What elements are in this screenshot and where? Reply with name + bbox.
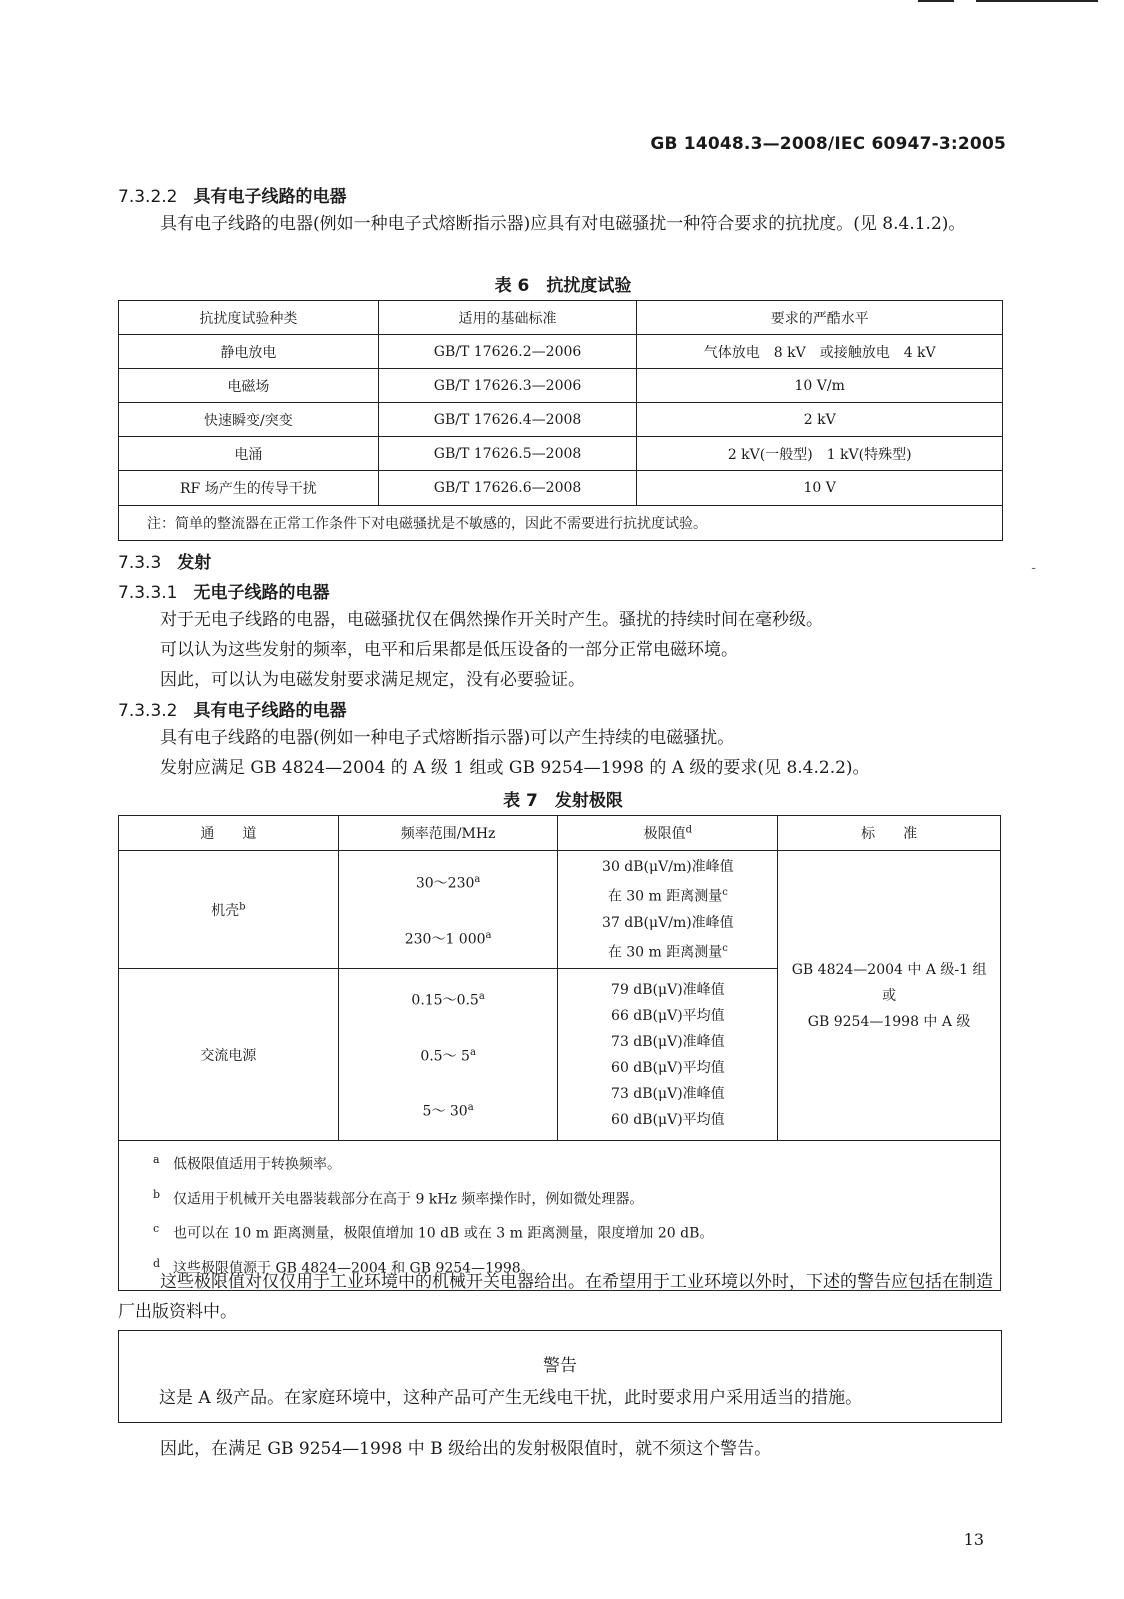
header-cell: 通 道 <box>119 816 339 851</box>
limit-line <box>558 910 777 936</box>
header-cell: 标 准 <box>778 816 1001 851</box>
table-cell: 2 kV(一般型) 1 kV(特殊型) <box>637 437 1003 471</box>
standard-number: GB 14048.3—2008/IEC 60947-3:2005 <box>650 134 1006 154</box>
section-number: 7.3.3 <box>118 553 162 573</box>
freq-text: 30～230 <box>415 875 475 892</box>
limit-line <box>558 880 777 910</box>
footnote <box>153 1180 1000 1215</box>
table-row-enclosure <box>119 851 1001 969</box>
footnote-mark: b <box>153 1187 161 1201</box>
limit-line <box>558 936 777 966</box>
limit-text: 在 30 m 距离测量 <box>607 888 723 905</box>
footnote-text: 仅适用于机械开关电器装载部分在高于 9 kHz 频率操作时，例如微处理器。 <box>173 1191 644 1208</box>
section-number: 7.3.3.2 <box>118 701 178 721</box>
table-note-row <box>119 506 1003 541</box>
page-number: 13 <box>963 1530 984 1549</box>
table-cell: GB/T 17626.5—2008 <box>378 437 637 471</box>
freq-range <box>339 867 558 897</box>
table-cell: GB/T 17626.6—2008 <box>378 471 637 506</box>
section-7322-paragraph: 具有电子线路的电器(例如一种电子式熔断指示器)应具有对电磁骚扰一种符合要求的抗扰度。(见 8.4.1.2)。 <box>160 214 966 234</box>
freq-text: 0.15～0.5 <box>411 992 479 1009</box>
section-7322-heading <box>118 182 346 207</box>
table-row <box>119 471 1003 506</box>
table-header-row <box>119 301 1003 335</box>
limit-cell <box>558 851 778 969</box>
header-cell <box>558 816 778 851</box>
section-title: 发射 <box>177 553 212 573</box>
section-number: 7.3.2.2 <box>118 187 178 207</box>
section-7332-paragraph-1: 具有电子线路的电器(例如一种电子式熔断指示器)可以产生持续的电磁骚扰。 <box>160 728 735 748</box>
table-cell: RF 场产生的传导干扰 <box>119 471 379 506</box>
table-header-row <box>119 816 1001 851</box>
table7-title: 表 7 发射极限 <box>503 791 623 811</box>
freq-range <box>339 923 558 953</box>
standard-line: 或 <box>882 987 897 1004</box>
footnote-ref: c <box>722 942 728 954</box>
header-cell: 抗扰度试验种类 <box>119 301 379 335</box>
footnote-text: 这些极限值源于 GB 4824—2004 和 GB 9254—1998。 <box>173 1260 535 1277</box>
margin-mark: - <box>1031 560 1036 576</box>
table-cell: 电磁场 <box>119 369 379 403</box>
standard-line: GB 4824—2004 中 A 级-1 组 <box>791 961 987 978</box>
table-cell: 快速瞬变/突变 <box>119 403 379 437</box>
limit-text: 37 dB(μV/m)准峰值 <box>602 914 734 931</box>
table-row <box>119 335 1003 369</box>
freq-range <box>339 984 558 1014</box>
top-rule-short <box>918 0 954 2</box>
section-title: 具有电子线路的电器 <box>193 187 347 207</box>
section-7332-heading <box>118 696 346 721</box>
limit-text: 在 30 m 距离测量 <box>607 944 723 961</box>
footnote-mark: d <box>153 1256 161 1270</box>
freq-text: 5～ 30 <box>422 1103 468 1120</box>
warning-text: 这是 A 级产品。在家庭环境中，这种产品可产生无线电干扰，此时要求用户采用适当的措施。 <box>159 1388 863 1408</box>
footnote-mark: a <box>153 1153 160 1166</box>
section-7331-paragraph-1: 对于无电子线路的电器，电磁骚扰仅在偶然操作开关时产生。骚扰的持续时间在毫秒级。 <box>160 610 823 630</box>
footnote <box>153 1145 1000 1180</box>
limit-line: 60 dB(μV)平均值 <box>611 1059 725 1076</box>
footnote-ref: d <box>685 824 693 836</box>
table-cell: GB/T 17626.3—2006 <box>378 369 637 403</box>
section-title: 无电子线路的电器 <box>193 583 330 603</box>
footnote-ref: a <box>469 1046 476 1058</box>
limit-line: 79 dB(μV)准峰值 <box>611 981 725 998</box>
limit-line: 73 dB(μV)准峰值 <box>611 1085 725 1102</box>
table-row <box>119 437 1003 471</box>
freq-range <box>339 1095 558 1125</box>
warning-title: 警告 <box>543 1356 577 1376</box>
freq-cell <box>338 969 558 1141</box>
header-cell: 频率范围/MHz <box>338 816 558 851</box>
freq-range <box>339 1040 558 1070</box>
freq-text: 0.5～ 5 <box>420 1048 470 1065</box>
footnote-text: 低极限值适用于转换频率。 <box>173 1156 341 1173</box>
header-text: 极限值 <box>643 826 686 842</box>
header-cell: 要求的严酷水平 <box>637 301 1003 335</box>
footnote-ref: a <box>478 991 485 1003</box>
table-cell: 2 kV <box>637 403 1003 437</box>
after-table7-paragraph: 这些极限值对仅仅用于工业环境中的机械开关电器给出。在希望用于工业环境以外时，下述的警告应包括在制造厂出版资料中。 <box>118 1272 993 1322</box>
table6 <box>118 300 1003 541</box>
channel-cell: 交流电源 <box>119 969 339 1141</box>
table-row <box>119 403 1003 437</box>
table-cell: GB/T 17626.4—2008 <box>378 403 637 437</box>
limit-line: 66 dB(μV)平均值 <box>611 1007 725 1024</box>
table-cell: GB/T 17626.2—2006 <box>378 335 637 369</box>
limit-text: 30 dB(μV/m)准峰值 <box>602 858 734 875</box>
footnote-ref: c <box>722 886 728 898</box>
footnote-ref: a <box>474 873 481 885</box>
section-number: 7.3.3.1 <box>118 583 178 603</box>
standard-line: GB 9254—1998 中 A 级 <box>807 1013 971 1030</box>
freq-text: 230～1 000 <box>404 931 486 948</box>
channel-label: 机壳 <box>211 902 240 919</box>
footnote-ref: b <box>239 900 246 912</box>
section-7332-paragraph-2: 发射应满足 GB 4824—2004 的 A 级 1 组或 GB 9254—1998 的 A 级的要求(见 8.4.2.2)。 <box>160 758 870 778</box>
table-row <box>119 369 1003 403</box>
table6-note: 注：简单的整流器在正常工作条件下对电磁骚扰是不敏感的，因此不需要进行抗扰度试验。 <box>119 506 1003 541</box>
limit-line: 60 dB(μV)平均值 <box>611 1111 725 1128</box>
table6-title: 表 6 抗扰度试验 <box>494 276 632 296</box>
table-cell: 10 V/m <box>637 369 1003 403</box>
footnote-ref: a <box>467 1102 474 1114</box>
top-rule-long <box>976 0 1098 2</box>
section-7331-paragraph-3: 因此，可以认为电磁发射要求满足规定，没有必要验证。 <box>160 670 585 690</box>
section-title: 具有电子线路的电器 <box>193 701 347 721</box>
freq-cell <box>338 851 558 969</box>
table-cell: 气体放电 8 kV 或接触放电 4 kV <box>637 335 1003 369</box>
limit-line: 73 dB(μV)准峰值 <box>611 1033 725 1050</box>
footnote-text: 也可以在 10 m 距离测量，极限值增加 10 dB 或在 3 m 距离测量，限度增加 20 dB。 <box>173 1225 714 1242</box>
limit-line <box>558 854 777 880</box>
footnote-mark: c <box>153 1222 160 1236</box>
footnote <box>153 1214 1000 1249</box>
warning-box <box>118 1330 1002 1423</box>
standard-cell <box>778 851 1001 1141</box>
section-733-heading <box>118 548 211 573</box>
table-cell: 静电放电 <box>119 335 379 369</box>
table-cell: 10 V <box>637 471 1003 506</box>
limit-cell <box>558 969 778 1141</box>
channel-cell <box>119 851 339 969</box>
section-7331-heading <box>118 578 329 603</box>
final-paragraph: 因此，在满足 GB 9254—1998 中 B 级给出的发射极限值时，就不须这个警告。 <box>160 1439 772 1459</box>
header-cell: 适用的基础标准 <box>378 301 637 335</box>
section-7331-paragraph-2: 可以认为这些发射的频率，电平和后果都是低压设备的一部分正常电磁环境。 <box>160 640 738 660</box>
footnote-ref: a <box>485 929 492 941</box>
table-cell: 电涌 <box>119 437 379 471</box>
table7 <box>118 815 1001 1291</box>
